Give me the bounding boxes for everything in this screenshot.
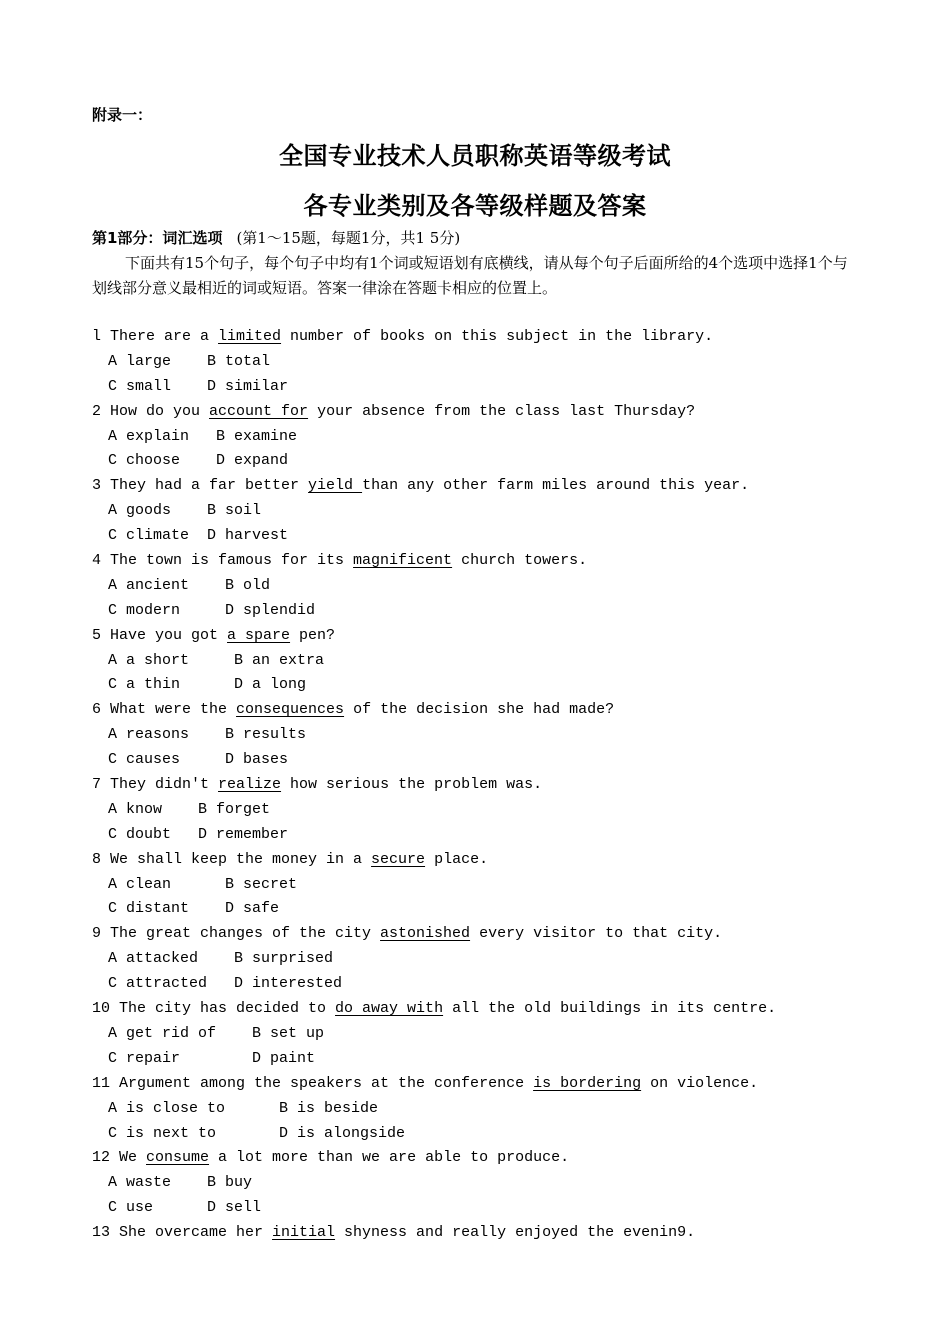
- question-2: [92, 400, 776, 425]
- question-text: 9 The great changes of the city: [92, 925, 381, 943]
- question-text: a lot more than we are able to produce.: [209, 1149, 570, 1167]
- option-row: C is next to D is alongside: [108, 1124, 406, 1142]
- option-row: C repair D paint: [108, 1049, 316, 1067]
- option-row: A get rid of B set up: [108, 1024, 325, 1042]
- question-list: [92, 325, 776, 1246]
- section-heading: 第1部分：词汇选项: [92, 229, 223, 247]
- option-row: C distant D safe: [108, 900, 280, 918]
- underlined-term: is bordering: [533, 1074, 642, 1092]
- question-text: on violence.: [641, 1074, 759, 1092]
- option-row: A waste B buy: [108, 1174, 253, 1192]
- question-text: 11 Argument among the speakers at the conference: [92, 1074, 534, 1092]
- underlined-term: consequences: [236, 701, 345, 719]
- question-text: than any other farm miles around this year.: [362, 477, 750, 495]
- appendix-label: 附录一：: [92, 106, 153, 124]
- option-row: C doubt D remember: [108, 825, 289, 843]
- underlined-term: account for: [209, 402, 309, 420]
- question-text: 13 She overcame her: [92, 1224, 273, 1242]
- option-row: C modern D splendid: [108, 601, 316, 619]
- option-row: C causes D bases: [108, 751, 289, 769]
- option-row: A clean B secret: [108, 875, 298, 893]
- underlined-term: yield: [308, 477, 363, 495]
- question-10: [92, 997, 776, 1022]
- question-text: 8 We shall keep the money in a: [92, 850, 372, 868]
- option-row: C climate D harvest: [108, 527, 289, 545]
- option-row: C small D similar: [108, 377, 289, 395]
- question-text: every visitor to that city.: [470, 925, 723, 943]
- option-row: A is close to B is beside: [108, 1099, 379, 1117]
- question-text: shyness and really enjoyed the evenin9.: [335, 1224, 696, 1242]
- underlined-term: limited: [218, 328, 282, 345]
- underlined-term: magnificent: [353, 552, 453, 570]
- question-text: 6 What were the: [92, 701, 237, 719]
- question-text: 2 How do you: [92, 402, 210, 420]
- option-row: C attracted D interested: [108, 975, 343, 993]
- option-row: C choose D expand: [108, 452, 289, 470]
- option-row: A attacked B surprised: [108, 950, 334, 968]
- question-text: all the old buildings in its centre.: [443, 1000, 777, 1018]
- question-text: number of books on this subject in the library.: [281, 328, 714, 345]
- question-3: [92, 474, 776, 499]
- section-note: (第1～15题，每题1分，共1 5分): [236, 229, 461, 247]
- option-row: A explain B examine: [108, 427, 298, 445]
- question-text: place.: [425, 850, 489, 868]
- question-text: church towers.: [452, 552, 588, 570]
- question-1: [92, 325, 776, 350]
- question-12: [92, 1146, 776, 1171]
- option-row: C use D sell: [108, 1199, 262, 1217]
- question-6: [92, 698, 776, 723]
- underlined-term: astonished: [380, 925, 471, 943]
- underlined-term: a spare: [227, 626, 291, 644]
- underlined-term: initial: [272, 1224, 336, 1242]
- option-row: C a thin D a long: [108, 676, 307, 694]
- option-row: A know B forget: [108, 800, 271, 818]
- underlined-term: do away with: [335, 1000, 444, 1018]
- question-7: [92, 773, 776, 798]
- question-4: [92, 549, 776, 574]
- question-text: 10 The city has decided to: [92, 1000, 336, 1018]
- section-header: [92, 227, 460, 248]
- question-text: 3 They had a far better: [92, 477, 309, 495]
- question-text: l There are a: [92, 328, 219, 345]
- option-row: A goods B soil: [108, 502, 262, 520]
- question-text: 12 We: [92, 1149, 147, 1167]
- underlined-term: consume: [146, 1149, 210, 1167]
- underlined-term: realize: [218, 776, 282, 794]
- question-13: [92, 1221, 776, 1246]
- question-text: of the decision she had made?: [344, 701, 615, 719]
- option-row: A large B total: [108, 352, 271, 370]
- question-9: [92, 922, 776, 947]
- question-text: 4 The town is famous for its: [92, 552, 354, 570]
- question-5: [92, 624, 776, 649]
- question-8: [92, 848, 776, 873]
- question-text: how serious the problem was.: [281, 776, 543, 794]
- document-subtitle: 各专业类别及各等级样题及答案: [303, 192, 647, 220]
- question-text: 5 Have you got: [92, 626, 228, 644]
- instructions-paragraph: 下面共有15个句子，每个句子中均有1个词或短语划有底横线，请从每个句子后面所给的4个选项中选择1个与划线部分意义最相近的词或短语。答案一律涂在答题卡相应的位置上。: [92, 254, 848, 297]
- option-row: A ancient B old: [108, 576, 271, 594]
- underlined-term: secure: [371, 850, 426, 868]
- question-text: your absence from the class last Thursday?: [308, 402, 696, 420]
- question-text: pen?: [290, 626, 336, 644]
- question-text: 7 They didn't: [92, 776, 219, 794]
- option-row: A a short B an extra: [108, 651, 325, 669]
- document-title: 全国专业技术人员职称英语等级考试: [279, 142, 671, 170]
- question-11: [92, 1072, 776, 1097]
- option-row: A reasons B results: [108, 726, 307, 744]
